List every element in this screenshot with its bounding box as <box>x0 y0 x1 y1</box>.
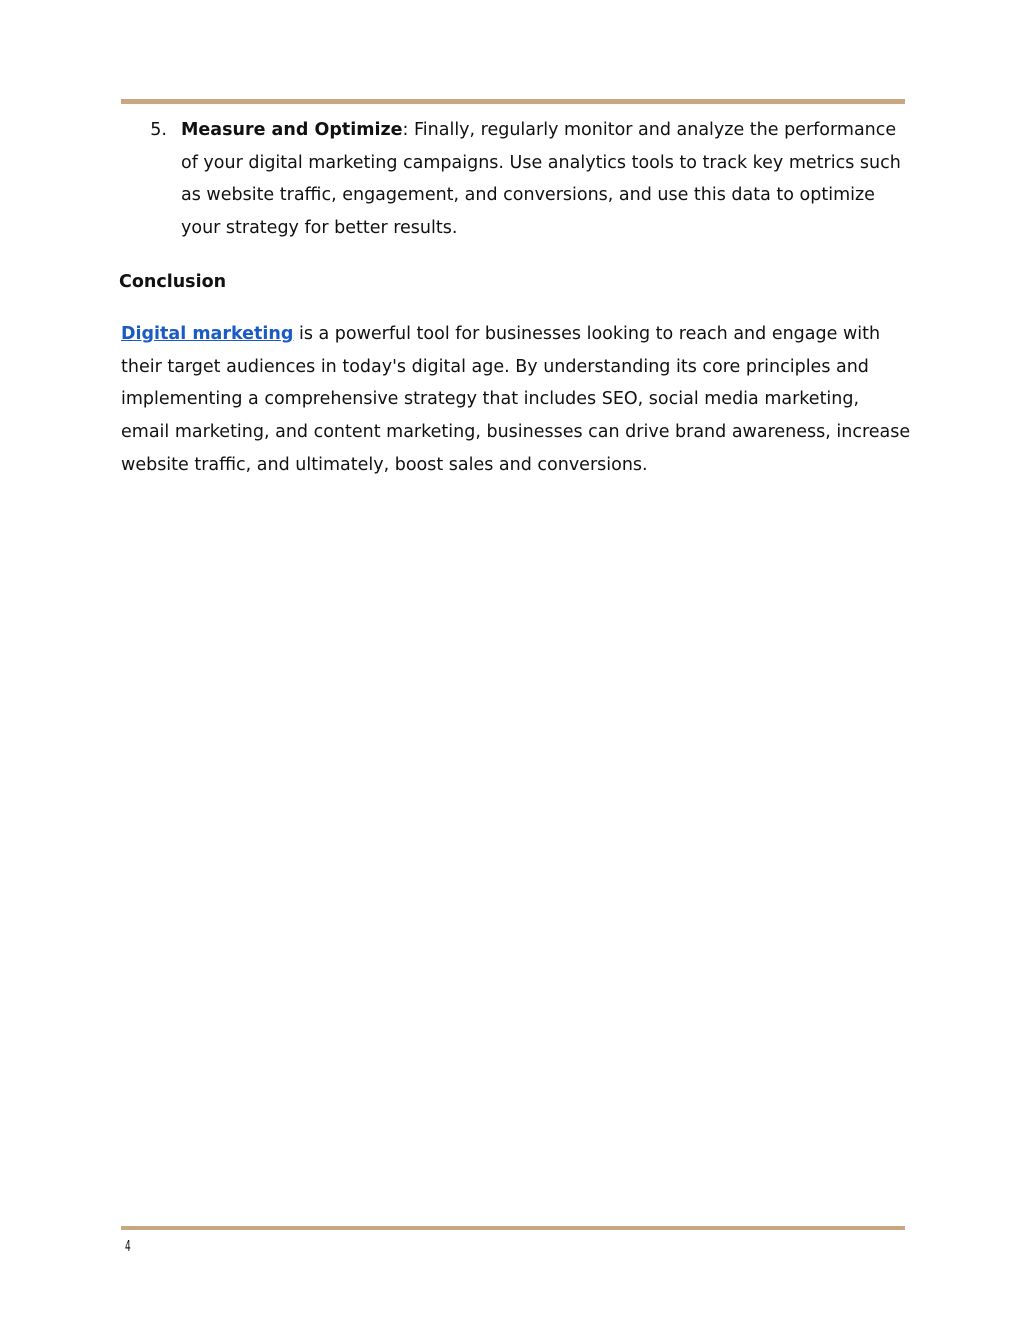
footer-rule <box>121 1226 905 1230</box>
list-item-number <box>121 114 181 245</box>
list-item-body: Finally, regularly monitor and analyze the performance of your digital marketing campaigns. Use analytics tools to track key metrics such as website traffic, engagement, and conversions, and use this data to optimize your strategy for better results. <box>181 120 901 239</box>
list-item-text <box>181 114 905 245</box>
list-item <box>121 114 905 245</box>
list-number-text: 5. <box>150 120 167 140</box>
list-item-separator: : <box>402 120 409 140</box>
section-heading: Conclusion <box>119 272 227 292</box>
header-rule <box>121 99 905 104</box>
list-item-term: Measure and Optimize <box>181 120 403 140</box>
conclusion-paragraph <box>121 318 911 482</box>
conclusion-body: is a powerful tool for businesses looking to reach and engage with their target audiences in today's digital age. By understanding its core principles and implementing a comprehensive strategy that includes SEO, social media marketing, email marketing, and content marketing, businesses can drive brand awareness, increase website traffic, and ultimately, boost sales and conversions. <box>121 324 911 475</box>
page-number: 4 <box>125 1237 131 1255</box>
digital-marketing-link[interactable]: Digital marketing <box>121 324 294 344</box>
